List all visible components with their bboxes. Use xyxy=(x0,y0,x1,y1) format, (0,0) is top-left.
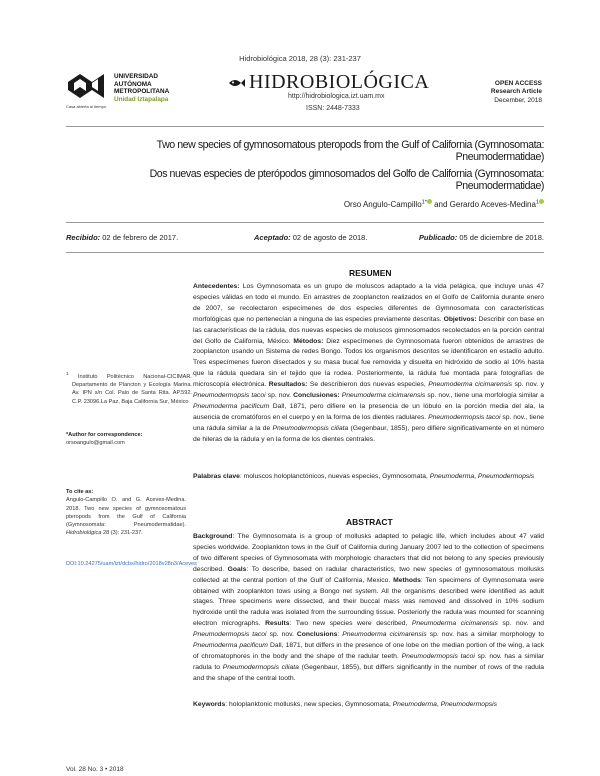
journal-url[interactable]: http://hidrobiologica.izt.uam.mx xyxy=(288,93,385,100)
accepted-date: Aceptado: 02 de agosto de 2018. xyxy=(254,233,368,242)
header-citation: Hidrobiológica 2018, 28 (3): 231-237 xyxy=(239,54,361,63)
author-2: Gerardo Aceves-Medina xyxy=(449,200,536,209)
author-1-sup: 1* xyxy=(421,199,427,206)
doi-link[interactable]: DOI:10.24275/uam/izt/dcbs/hidro/2018v28n3/Aceves xyxy=(66,561,197,567)
author-2-sup: 1 xyxy=(535,199,539,206)
abstract-heading: ABSTRACT xyxy=(346,517,393,527)
dates-divider xyxy=(66,252,544,253)
issue-date: December, 2018 xyxy=(494,96,542,104)
open-access-label: OPEN ACCESS xyxy=(494,80,542,87)
palabras-clave: Palabras clave: moluscos holoplanctónicos, nuevas especies, Gymnosomata, Pneumoderma, Pneumodermopsis xyxy=(193,473,535,480)
orcid-icon[interactable] xyxy=(427,199,432,204)
title-spanish: Dos nuevas especies de pterópodos gimnosomados del Golfo de California (Gymnosomata: Pneumodermatidae) xyxy=(149,168,544,192)
orcid-icon[interactable] xyxy=(539,199,544,204)
authors xyxy=(344,199,544,209)
correspondence: *Author for correspondence: orsoangulo@gmail.com xyxy=(66,431,186,448)
uam-logo-icon xyxy=(66,72,110,108)
resumen-heading: RESUMEN xyxy=(349,268,392,278)
journal-issn: ISSN: 2448-7333 xyxy=(306,105,360,112)
author-1: Orso Angulo-Campillo xyxy=(343,200,422,209)
header-divider xyxy=(66,126,544,127)
keywords: Keywords: holoplanktonic mollusks, new species, Gymnosomata, Pneumoderma, Pneumodermopsis xyxy=(193,701,497,708)
fish-logo-icon xyxy=(228,77,246,89)
footer-volume: Vol. 28 No. 3 • 2018 xyxy=(66,766,124,773)
university-name: UNIVERSIDAD AUTÓNOMA METROPOLITANA Unidad Iztapalapa xyxy=(114,73,170,103)
journal-title xyxy=(228,71,448,94)
abstract-text: Background: The Gymnosomata is a group of mollusks adapted to pelagic life, which includes about 47 valid species worldwide. Zooplankton tows in the Gulf of California during January 2007 led to the collection of specimens of two different species of Gymnosomata with morphologic characters that did not belong to any species previously described. Goals: To describe, based on radular characteristics, two new species of gymnosomatous mollusks collected at the central portion of the Gulf of California, Mexico. Methods: Ten specimens of Gymnosomata were obtained with zooplankton tows using a Bongo net system. All the organisms described were identified as adult stages. Three specimens were dissected, and their buccal mass was removed and dissolved in 10% sodium hydroxide until the radula was isolated from the surrounding tissue. Posteriorly the radula was mounted for scanning electron micrographs. Results: Two new species were described, Pneumoderma cicimarensis sp. nov. and Pneumodermopsis tacoi sp. nov. Conclusions: Pneumoderma cicimarensis sp. nov. has a similar morphology to Pneumoderma pacificum Dall, 1871, but differs in the presence of one lobe on the median portion of the wing, a lack of chromatophores in the body and the shape of the radular teeth. Pneumodermopsis tacoi sp. nov. has a similar radula to Pneumodermopsis ciliata (Gegenbaur, 1855), but differs significantly in the number of rows of the radula and the shape of the central tooth. xyxy=(193,533,544,682)
title-english: Two new species of gymnosomatous pteropods from the Gulf of California (Gymnosomata: Pneumodermatidae) xyxy=(156,139,544,163)
received-date: Recibido: 02 de febrero de 2017. xyxy=(66,233,179,242)
access-info xyxy=(491,80,542,105)
article-type: Research Article xyxy=(490,88,542,96)
authors-divider xyxy=(66,222,544,223)
university-logo xyxy=(66,72,186,108)
citation-box: To cite as: Angulo-Campillo O. and G. Aceves-Medina. 2018. Two new species of gymnosomatous pteropods from the Gulf of California (Gymnosomata: Pneumodermatidae). Hidrobiológica 28 (3): 231-237. xyxy=(66,489,186,537)
affiliation: $^1$ Instituto Politécnico Nacional-CICIMAR. Departamento de Plancton y Ecología Marina. Av. IPN s/n Col. Palo de Santa Rita. AP.592. C.P. 23096.La Paz, Baja California Sur, México xyxy=(66,371,192,405)
correspondence-email[interactable]: orsoangulo@gmail.com xyxy=(66,440,125,447)
published-date: Publicado: 05 de diciembre de 2018. xyxy=(418,233,544,242)
journal-name: HIDROBIOLÓGICA xyxy=(249,71,430,93)
university-motto: Casa abierta al tiempo xyxy=(66,104,107,109)
author-connector: and xyxy=(434,200,448,209)
resumen-text: Antecedentes: Los Gymnosomata es un grupo de moluscos adaptado a la vida pelágica, que incluye unas 47 especies válidas en todo el mundo. En arrastres de zooplancton realizados en el Golfo de California durante enero de 2007, se recolectaron especímenes de dos especies diferentes de Gymnosomata con características morfológicas que no pertenecían a ninguna de las especies previamente descritas. Objetivos: Describir con base en las características de la rádula, dos nuevas especies de moluscos gimnosomados recolectados en la porción central del Golfo de California, México. Métodos: Diez especímenes de Gymnosomata fueron obtenidos de arrastres de zooplancton usando un Sistema de redes Bongo. Todos los organismos descritos se identificaron en estadío adulto. Tres especímenes fueron disectados y su masa bucal fue removida y disuelta en hidróxido de sodio al 10% hasta que la rádula quedara sin el tejido que la rodea. Posteriormente, la rádula fue montada para fotografías de microscopía electrónica. Resultados: Se describieron dos nuevas especies, Pneumoderma cicimarensis sp. nov. y Pneumodermopsis tacoi sp. nov. Conclusiones: Pneumoderma cicimarensis sp. nov., tiene una morfología similar a Pneumoderma pacificum Dall, 1871, pero difiere en la presencia de un lóbulo en la porción media del ala, la ausencia de cromatóforos en el cuerpo y en la forma de los dientes radulares. Pneumodermopsis tacoi sp. nov., tiene una rádula similar a la de Pneumodermopsis ciliata (Gegenbaur, 1855), pero difiere significativamente en el número de hileras de la rádula y en la forma de los dientes centrales. xyxy=(193,283,544,443)
